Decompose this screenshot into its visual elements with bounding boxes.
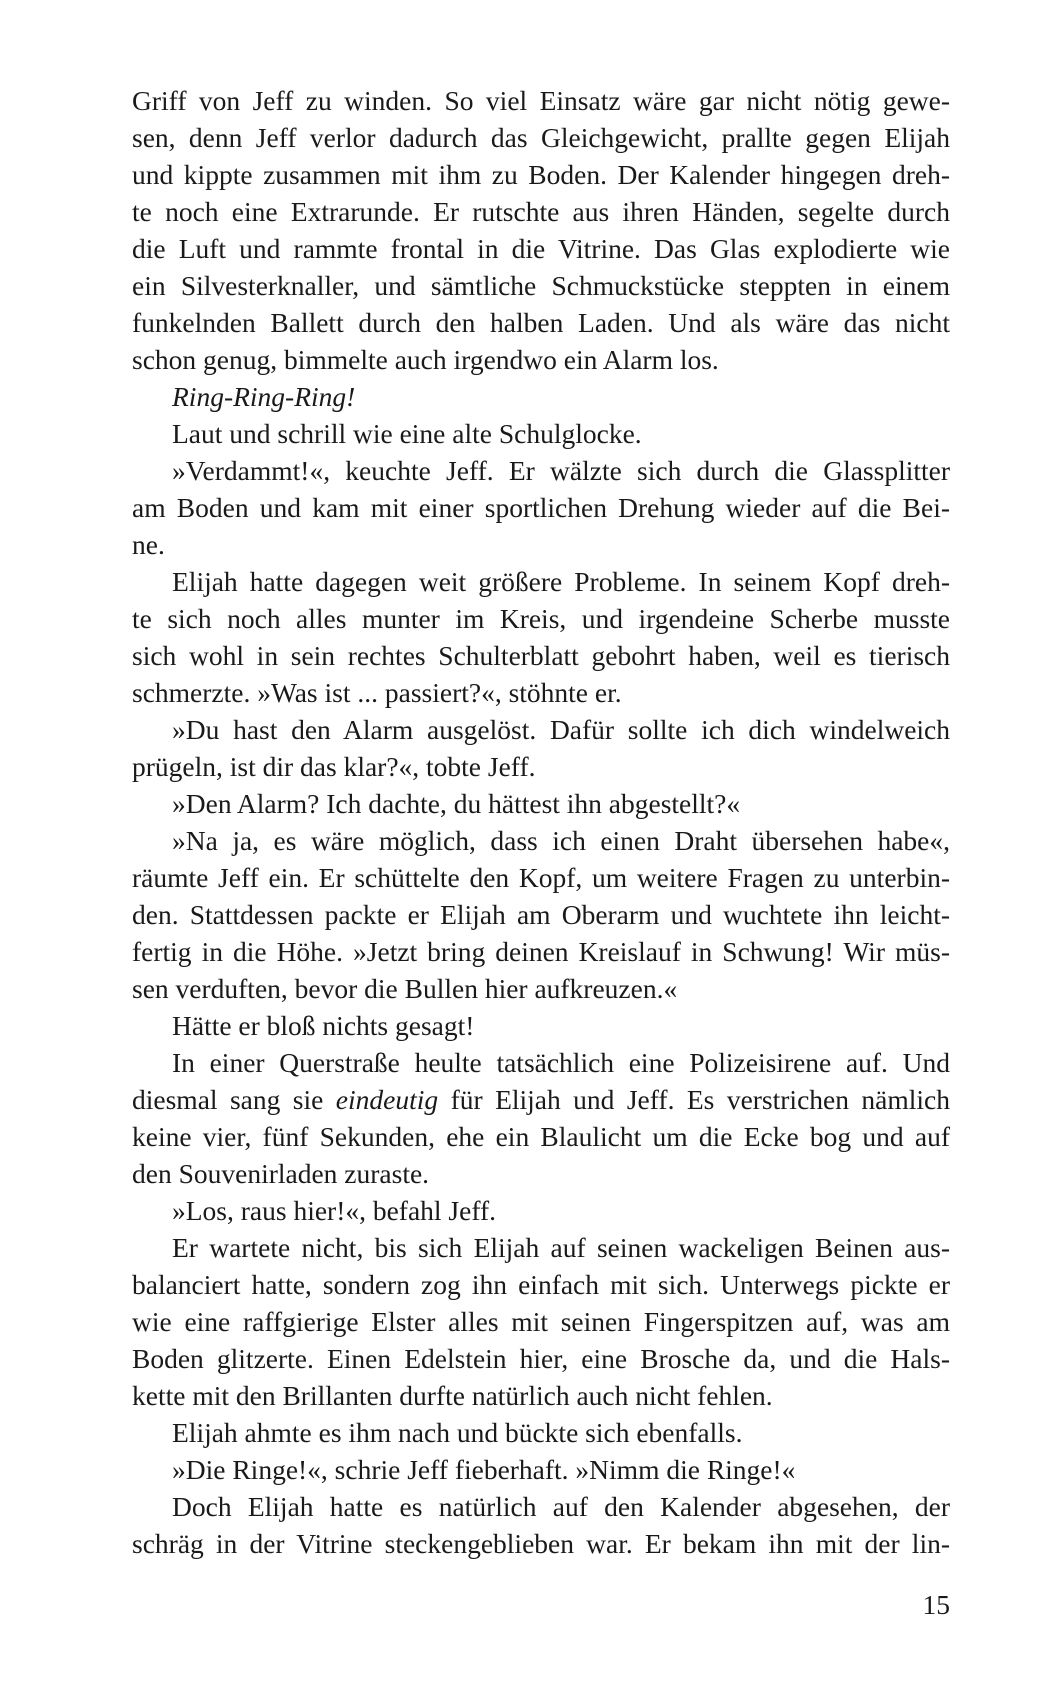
text-segment: für Elijah und Jeff. Es verstrichen nämlich xyxy=(438,1084,950,1115)
text-segment: Er wartete nicht, bis sich Elijah auf seinen wackeligen Beinen aus- xyxy=(172,1232,950,1263)
text-line xyxy=(132,378,950,415)
text-segment: kette mit den Brillanten durfte natürlich auch nicht fehlen. xyxy=(132,1380,773,1411)
text-segment: Elijah hatte dagegen weit größere Probleme. In seinem Kopf dreh- xyxy=(172,566,950,597)
text-segment: funkelnden Ballett durch den halben Laden. Und als wäre das nicht xyxy=(132,307,950,338)
italic-text: eindeutig xyxy=(335,1084,439,1115)
text-segment: Doch Elijah hatte es natürlich auf den Kalender abgesehen, der xyxy=(172,1491,950,1522)
text-segment: den Souvenirladen zuraste. xyxy=(132,1158,430,1189)
text-line xyxy=(132,637,950,674)
text-line xyxy=(132,526,950,563)
text-line xyxy=(132,1266,950,1303)
text-line xyxy=(132,304,950,341)
text-line xyxy=(132,193,950,230)
page-number: 15 xyxy=(922,1589,950,1620)
text-line xyxy=(132,748,950,785)
text-line xyxy=(132,1451,950,1488)
text-segment: te noch eine Extrarunde. Er rutschte aus ihren Händen, segelte durch xyxy=(132,196,950,227)
text-line xyxy=(132,785,950,822)
text-segment: »Na ja, es wäre möglich, dass ich einen Draht übersehen habe«, xyxy=(172,825,950,856)
text-line xyxy=(132,563,950,600)
text-line xyxy=(132,822,950,859)
text-segment: Griff von Jeff zu winden. So viel Einsatz wäre gar nicht nötig gewe- xyxy=(132,85,950,116)
text-segment: In einer Querstraße heulte tatsächlich eine Polizeisirene auf. Und xyxy=(172,1047,950,1078)
text-line xyxy=(132,1303,950,1340)
italic-text: Ring-Ring-Ring! xyxy=(172,381,356,412)
text-segment: am Boden und kam mit einer sportlichen Drehung wieder auf die Bei- xyxy=(132,492,950,523)
text-line xyxy=(132,1155,950,1192)
text-segment: »Los, raus hier!«, befahl Jeff. xyxy=(172,1195,497,1226)
text-line xyxy=(132,82,950,119)
text-line xyxy=(132,1118,950,1155)
text-segment: sich wohl in sein rechtes Schulterblatt gebohrt haben, weil es tierisch xyxy=(132,640,950,671)
text-segment: sen, denn Jeff verlor dadurch das Gleichgewicht, prallte gegen Elijah xyxy=(132,122,950,153)
text-line xyxy=(132,970,950,1007)
text-segment: »Den Alarm? Ich dachte, du hättest ihn abgestellt?« xyxy=(172,788,741,819)
text-line xyxy=(132,1525,950,1562)
text-line xyxy=(132,711,950,748)
text-segment: »Die Ringe!«, schrie Jeff fieberhaft. »Nimm die Ringe!« xyxy=(172,1454,796,1485)
text-line xyxy=(132,452,950,489)
text-segment: te sich noch alles munter im Kreis, und irgendeine Scherbe musste xyxy=(132,603,950,634)
text-line xyxy=(132,674,950,711)
text-segment: Hätte er bloß nichts gesagt! xyxy=(172,1010,475,1041)
text-line xyxy=(132,600,950,637)
text-segment: schon genug, bimmelte auch irgendwo ein Alarm los. xyxy=(132,344,719,375)
text-line xyxy=(132,156,950,193)
text-line xyxy=(132,1414,950,1451)
text-segment: ne. xyxy=(132,529,165,560)
text-segment: ein Silvesterknaller, und sämtliche Schmuckstücke steppten in einem xyxy=(132,270,950,301)
text-segment: den. Stattdessen packte er Elijah am Oberarm und wuchtete ihn leicht- xyxy=(132,899,950,930)
text-line xyxy=(132,341,950,378)
text-line xyxy=(132,896,950,933)
text-segment: räumte Jeff ein. Er schüttelte den Kopf, um weitere Fragen zu unterbin- xyxy=(132,862,950,893)
body-text xyxy=(132,82,950,1562)
text-line xyxy=(132,1044,950,1081)
text-segment: »Verdammt!«, keuchte Jeff. Er wälzte sich durch die Glassplitter xyxy=(172,455,950,486)
text-segment: die Luft und rammte frontal in die Vitrine. Das Glas explodierte wie xyxy=(132,233,950,264)
text-segment: keine vier, fünf Sekunden, ehe ein Blaulicht um die Ecke bog und auf xyxy=(132,1121,950,1152)
text-segment: balanciert hatte, sondern zog ihn einfach mit sich. Unterwegs pickte er xyxy=(132,1269,950,1300)
text-line xyxy=(132,1007,950,1044)
text-segment: Boden glitzerte. Einen Edelstein hier, eine Brosche da, und die Hals- xyxy=(132,1343,950,1374)
text-segment: Elijah ahmte es ihm nach und bückte sich ebenfalls. xyxy=(172,1417,743,1448)
text-segment: Laut und schrill wie eine alte Schulglocke. xyxy=(172,418,642,449)
text-segment: wie eine raffgierige Elster alles mit seinen Fingerspitzen auf, was am xyxy=(132,1306,950,1337)
text-line xyxy=(132,1229,950,1266)
text-line xyxy=(132,489,950,526)
text-line xyxy=(132,1340,950,1377)
text-segment: schräg in der Vitrine steckengeblieben war. Er bekam ihn mit der lin- xyxy=(132,1528,950,1559)
text-line xyxy=(132,415,950,452)
text-line xyxy=(132,1192,950,1229)
text-segment: »Du hast den Alarm ausgelöst. Dafür sollte ich dich windelweich xyxy=(172,714,950,745)
text-line xyxy=(132,1488,950,1525)
text-segment: prügeln, ist dir das klar?«, tobte Jeff. xyxy=(132,751,536,782)
text-line xyxy=(132,859,950,896)
text-line xyxy=(132,119,950,156)
text-segment: fertig in die Höhe. »Jetzt bring deinen Kreislauf in Schwung! Wir müs- xyxy=(132,936,950,967)
text-segment: sen verduften, bevor die Bullen hier aufkreuzen.« xyxy=(132,973,678,1004)
text-line xyxy=(132,933,950,970)
text-line xyxy=(132,1377,950,1414)
text-line xyxy=(132,267,950,304)
text-line xyxy=(132,1081,950,1118)
text-segment: diesmal sang sie xyxy=(132,1084,336,1115)
text-segment: schmerzte. »Was ist ... passiert?«, stöhnte er. xyxy=(132,677,622,708)
text-line xyxy=(132,230,950,267)
text-segment: und kippte zusammen mit ihm zu Boden. Der Kalender hingegen dreh- xyxy=(132,159,950,190)
